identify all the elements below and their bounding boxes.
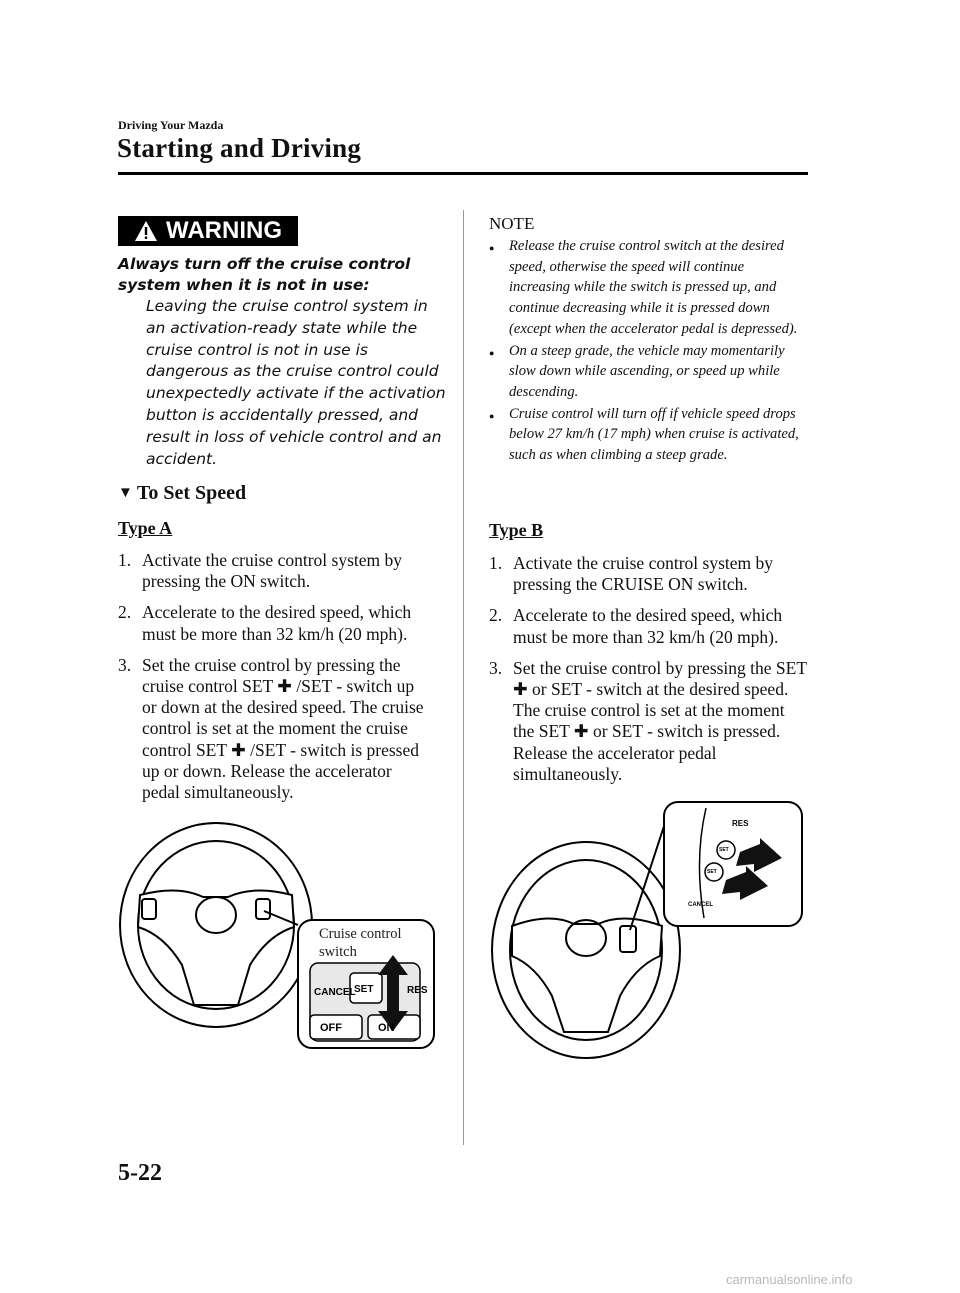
figure-a-label-line1: Cruise control	[319, 926, 402, 942]
set-minus-label: SET	[707, 869, 717, 875]
set-label: SET	[354, 984, 374, 995]
step-item	[118, 602, 428, 644]
res-label: RES	[407, 985, 428, 996]
res-label-b: RES	[732, 819, 749, 828]
step-text: Accelerate to the desired speed, which must be more than 32 km/h (20 mph).	[142, 602, 412, 644]
section-heading-label: To Set Speed	[136, 482, 247, 504]
warning-badge	[118, 216, 298, 246]
type-b-steps	[489, 553, 807, 795]
set-plus-label: SET	[719, 847, 729, 853]
note-item	[489, 404, 805, 466]
note-list	[489, 236, 805, 467]
switch-closeup-b	[664, 802, 802, 926]
type-a-heading: Type A	[118, 518, 173, 538]
step-number: 1.	[489, 553, 503, 573]
off-label: OFF	[320, 1022, 342, 1034]
step-text: Set the cruise control by pressing the SET ✚ or SET - switch at the desired speed. The cruise control is set at the moment the SET ✚ or SET - switch is pressed. Release the accelerator pedal simultaneously.	[513, 657, 807, 784]
note-text: Cruise control will turn off if vehicle speed drops below 27 km/h (17 mph) when cruise is activated, such as when climbing a steep grade.	[509, 405, 799, 464]
step-number: 2.	[489, 605, 503, 626]
step-text: Accelerate to the desired speed, which must be more than 32 km/h (20 mph).	[513, 605, 783, 647]
step-number: 3.	[489, 657, 503, 678]
page-title: Starting and Driving	[117, 133, 362, 163]
note-text: Release the cruise control switch at the desired speed, otherwise the speed will continue increasing while the switch is pressed up, and continue decreasing while it is pressed down (except when the accelerator pedal is depressed).	[509, 238, 798, 337]
warning-heading: Always turn off the cruise control system when it is not in use:	[118, 255, 411, 294]
bullet-icon: ●	[489, 243, 495, 253]
bullet-icon: ●	[489, 410, 495, 421]
watermark[interactable]: carmanualsonline.info	[726, 1272, 853, 1287]
note-title: NOTE	[489, 214, 535, 233]
section-triangle-icon: ▼	[118, 485, 133, 501]
note-text: On a steep grade, the vehicle may momentarily slow down while ascending, or speed up while descending.	[509, 342, 785, 400]
bullet-icon: ●	[489, 347, 495, 358]
step-text: Activate the cruise control system by pressing the CRUISE ON switch.	[513, 553, 773, 595]
type-b-heading: Type B	[489, 520, 544, 540]
warning-triangle-icon	[134, 220, 158, 242]
page-number: 5-22	[118, 1160, 162, 1186]
step-item	[489, 553, 807, 595]
cancel-label-b: CANCEL	[688, 902, 713, 908]
step-item	[118, 550, 428, 592]
figure-a-label	[319, 925, 402, 961]
step-number: 3.	[118, 654, 132, 675]
figure-a-label-line2: switch	[319, 944, 357, 960]
step-text: Activate the cruise control system by pressing the ON switch.	[142, 550, 402, 592]
step-item	[118, 655, 428, 803]
warning-badge-label: WARNING	[166, 217, 282, 244]
warning-body: Leaving the cruise control system in an activation-ready state while the cruise control is not in use is dangerous as the cruise control could unexpectedly activate if the activation button is accidentally pressed, and result in loss of vehicle control and an accident.	[146, 297, 446, 468]
column-divider	[463, 210, 464, 1145]
section-heading	[118, 482, 246, 505]
step-item	[489, 658, 807, 785]
on-label: ON	[378, 1022, 395, 1034]
breadcrumb: Driving Your Mazda	[118, 118, 224, 132]
step-number: 1.	[118, 550, 132, 570]
note-item	[489, 341, 805, 403]
title-rule	[118, 172, 808, 175]
step-number: 2.	[118, 602, 132, 623]
step-item	[489, 605, 807, 647]
steering-wheel-figure-b	[490, 800, 806, 1070]
note-item	[489, 236, 805, 340]
cancel-label: CANCEL	[314, 987, 356, 998]
type-a-steps	[118, 550, 428, 813]
step-text: Set the cruise control by pressing the cruise control SET ✚ /SET - switch up or down at the desired speed. The cruise control is set at the moment the cruise control SET ✚ /SET - switch is pressed up or down. Release the accelerator pedal simultaneously.	[142, 654, 424, 803]
